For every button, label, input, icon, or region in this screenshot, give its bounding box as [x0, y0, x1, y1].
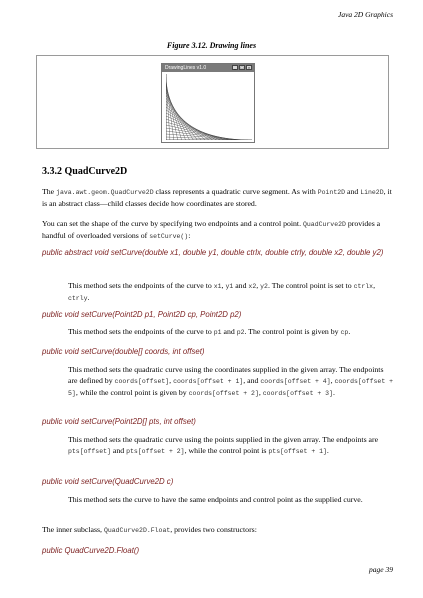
close-icon: ×	[247, 65, 251, 70]
method-signature: public void setCurve(Point2D p1, Point2D cp, Point2D p2)	[42, 310, 242, 319]
constructor-signature: public QuadCurve2D.Float()	[42, 546, 140, 555]
line-envelope-drawing	[166, 74, 252, 140]
envelope-line	[166, 107, 209, 140]
method-signature: public void setCurve(double[] coords, int offset)	[42, 347, 205, 356]
maximize-icon: □	[240, 65, 244, 70]
page-number: page 39	[369, 565, 393, 574]
figure-window	[161, 63, 255, 143]
method-description: This method sets the endpoints of the curve to x1, y1 and x2, y2. The control point is set to ctrlx, ctrly.	[68, 281, 376, 302]
window-titlebar	[162, 64, 254, 72]
inner-subclass-paragraph: The inner subclass, QuadCurve2D.Float, provides two constructors:	[42, 525, 257, 534]
envelope-line	[166, 116, 221, 140]
intro-paragraph-1: The java.awt.geom.QuadCurve2D class represents a quadratic curve segment. As with Point2D and Line2D, it is an abstract class—child classes decide how coordinates are stored.	[42, 187, 392, 208]
method-description: This method sets the curve to have the same endpoints and control point as the supplied curve.	[68, 495, 363, 504]
method-signature: public void setCurve(Point2D[] pts, int offset)	[42, 417, 196, 426]
figure-caption: Figure 3.12. Drawing lines	[166, 41, 257, 50]
method-description: This method sets the endpoints of the curve to p1 and p2. The control point is given by cp.	[68, 327, 351, 336]
method-description: This method sets the quadratic curve using the coordinates supplied in the given array. The endpoints are defined by coords[offset], coords[offset + 1], and coords[offset + 4], coords[offset + 5], while the control point is given by coords[offset + 2], coords[offset + 3].	[68, 365, 394, 397]
section-heading: 3.3.2 QuadCurve2D	[42, 166, 128, 177]
method-signature: public void setCurve(QuadCurve2D c)	[42, 477, 174, 486]
running-head: Java 2D Graphics	[338, 10, 393, 19]
window-title: DrawingLines v1.0	[165, 64, 207, 71]
intro-paragraph-2: You can set the shape of the curve by specifying two endpoints and a control point. QuadCurve2D provides a handful of overloaded versions of setCurve():	[42, 219, 381, 240]
envelope-line	[166, 137, 248, 140]
method-signature: public abstract void setCurve(double x1, double y1, double ctrlx, double ctrly, double x2, double y2)	[42, 248, 384, 257]
minimize-icon: _	[233, 65, 237, 70]
method-description: This method sets the quadratic curve using the points supplied in the given array. The endpoints are pts[offset] and pts[offset + 2], while the control point is pts[offset + 1].	[68, 435, 379, 455]
